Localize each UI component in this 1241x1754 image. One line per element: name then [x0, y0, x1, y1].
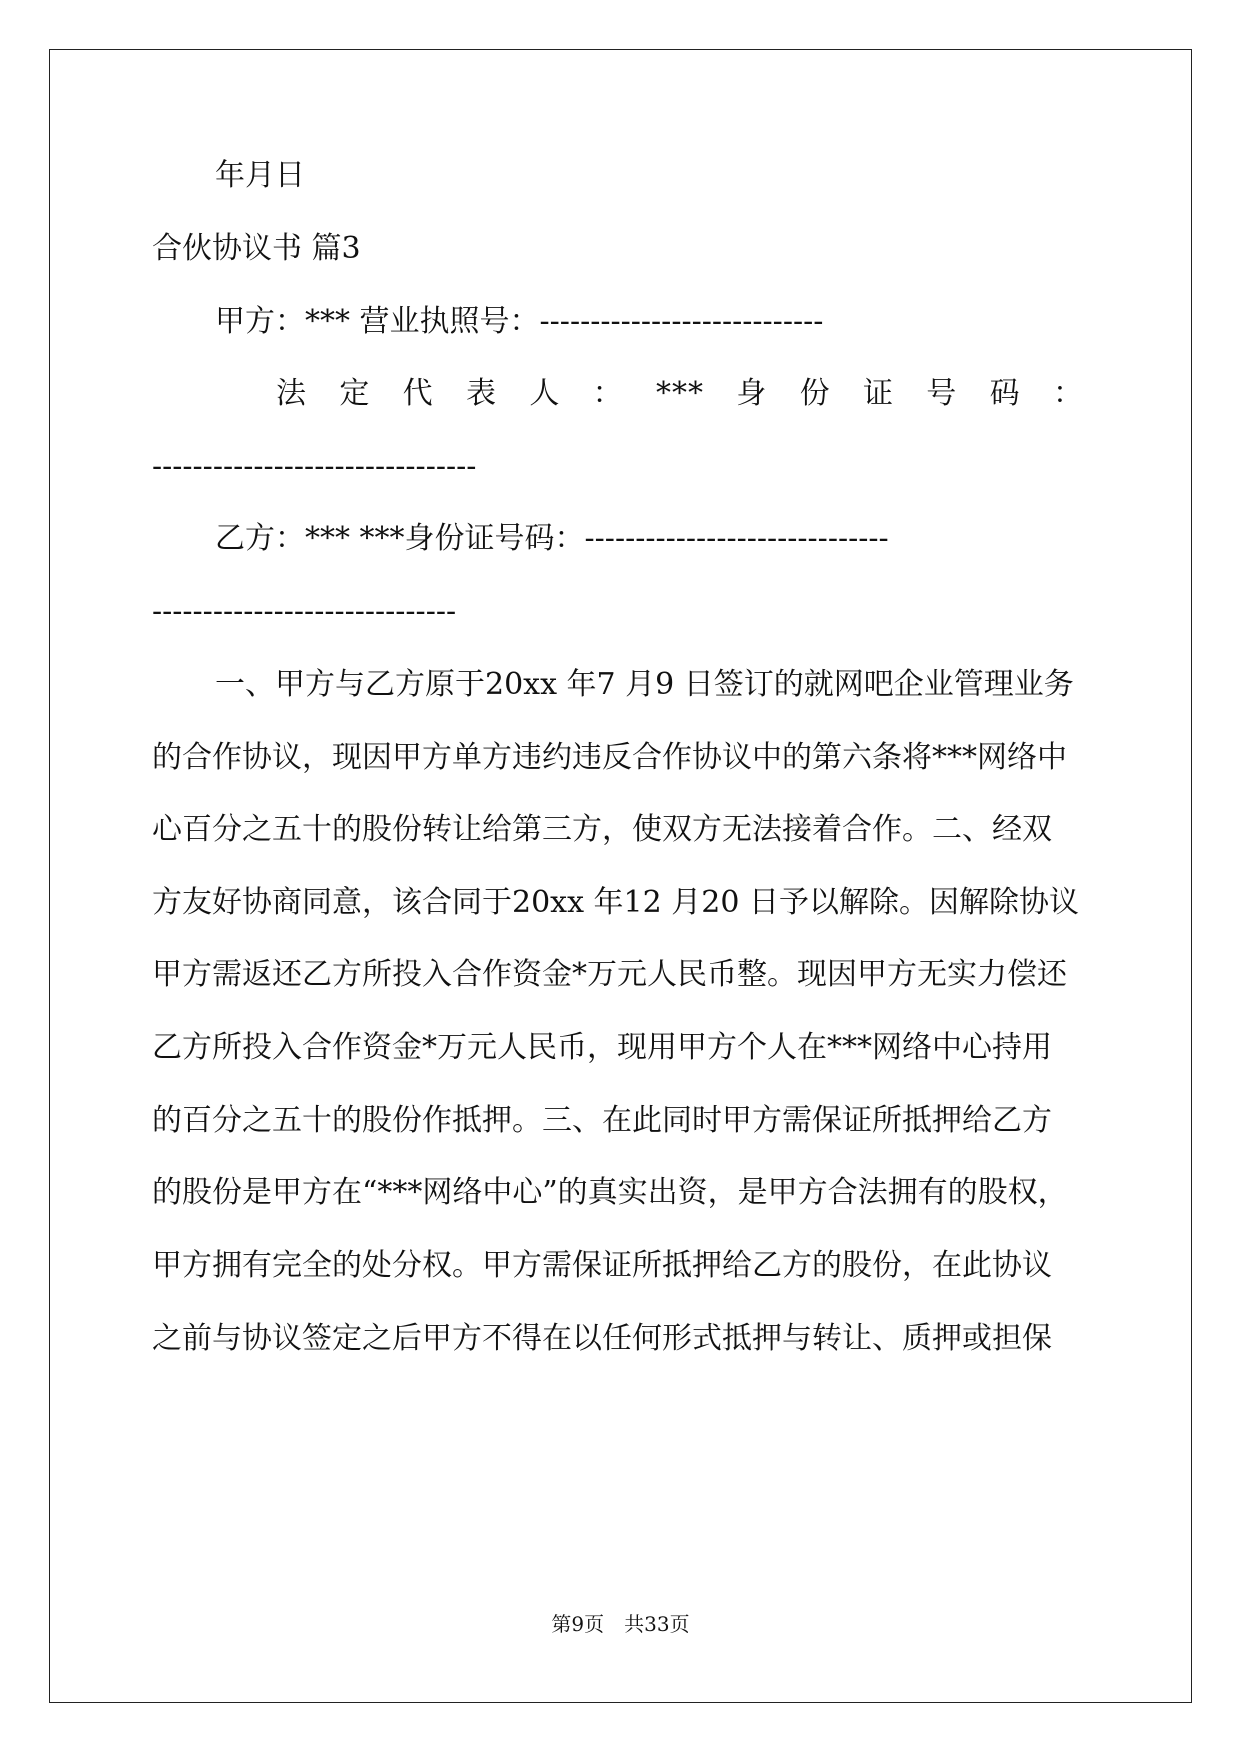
party-a-id-dashes: -------------------------------- [152, 449, 477, 484]
rep-char: 定 [339, 376, 371, 411]
body-line: 方友好协商同意，该合同于20xx 年12 月20 日予以解除。因解除协议 [152, 885, 1079, 920]
body-line: 的合作协议，现因甲方单方违约违反合作协议中的第六条将***网络中 [152, 740, 1067, 775]
body-line: 乙方所投入合作资金*万元人民币，现用甲方个人在***网络中心持用 [152, 1030, 1052, 1065]
rep-char: ： [1052, 376, 1084, 411]
body-line: 一、甲方与乙方原于20xx 年7 月9 日签订的就网吧企业管理业务 [215, 667, 1074, 702]
party-a-representative-line [276, 374, 1084, 414]
party-b-line: 乙方：*** ***身份证号码：------------------------------ [215, 521, 889, 556]
party-b-id-dashes: ------------------------------ [152, 594, 457, 629]
rep-char: 人 [529, 376, 561, 411]
rep-char: 法 [276, 376, 307, 411]
rep-char: 证 [862, 376, 894, 411]
rep-char: 号 [926, 376, 958, 411]
body-line: 甲方需返还乙方所投入合作资金*万元人民币整。现因甲方无实力偿还 [152, 957, 1067, 992]
body-line: 的百分之五十的股份作抵押。三、在此同时甲方需保证所抵押给乙方 [152, 1103, 1052, 1138]
date-line: 年月日 [215, 158, 305, 193]
page-border [49, 49, 1192, 1703]
page-number: 第9页 共33页 [551, 1612, 690, 1636]
party-a-line: 甲方：*** 营业执照号：---------------------------- [215, 304, 824, 339]
rep-char: *** [655, 376, 704, 411]
rep-char: 表 [465, 376, 497, 411]
document-title: 合伙协议书 篇3 [152, 231, 361, 266]
rep-char: 份 [799, 376, 831, 411]
rep-char: ： [592, 376, 624, 411]
body-line: 心百分之五十的股份转让给第三方，使双方无法接着合作。二、经双 [152, 812, 1052, 847]
rep-char: 码 [989, 376, 1021, 411]
body-line: 甲方拥有完全的处分权。甲方需保证所抵押给乙方的股份，在此协议 [152, 1248, 1052, 1283]
body-line: 之前与协议签定之后甲方不得在以任何形式抵押与转让、质押或担保 [152, 1321, 1052, 1356]
rep-char: 身 [736, 376, 768, 411]
body-line: 的股份是甲方在“***网络中心”的真实出资，是甲方合法拥有的股权， [152, 1175, 1068, 1210]
rep-char: 代 [402, 376, 434, 411]
